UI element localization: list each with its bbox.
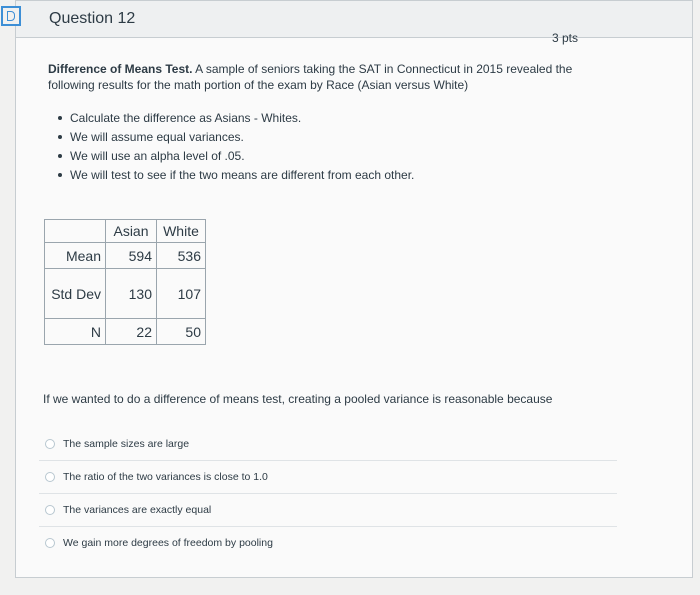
table-header-asian: Asian xyxy=(106,220,157,243)
intro-bold-label: Difference of Means Test. xyxy=(48,62,193,76)
answer-list xyxy=(39,428,617,559)
answer-option[interactable] xyxy=(39,527,617,559)
radio-button[interactable] xyxy=(45,439,55,449)
instruction-item: We will test to see if the two means are different from each other. xyxy=(56,166,414,185)
table-header-empty xyxy=(45,220,106,243)
answer-option[interactable] xyxy=(39,494,617,527)
answer-label[interactable]: The variances are exactly equal xyxy=(63,504,212,516)
question-intro xyxy=(48,61,588,93)
cell-white: 50 xyxy=(157,319,206,345)
radio-button[interactable] xyxy=(45,538,55,548)
table-header-row xyxy=(45,220,206,243)
instruction-list xyxy=(56,109,414,185)
cell-white: 536 xyxy=(157,243,206,269)
cell-asian: 22 xyxy=(106,319,157,345)
table-row xyxy=(45,319,206,345)
question-card xyxy=(15,0,693,578)
answer-label[interactable]: We gain more degrees of freedom by pooling xyxy=(63,537,273,549)
cell-asian: 594 xyxy=(106,243,157,269)
question-points: 3 pts xyxy=(551,31,578,45)
question-prompt: If we wanted to do a difference of means test, creating a pooled variance is reasonable because xyxy=(43,392,553,406)
cell-white: 107 xyxy=(157,269,206,319)
answer-option[interactable] xyxy=(39,428,617,461)
intro-text: A sample of seniors taking the SAT in Connecticut in 2015 revealed the following results for the math portion of the exam by Race (Asian versus White) xyxy=(48,62,573,92)
answer-label[interactable]: The ratio of the two variances is close to 1.0 xyxy=(63,471,268,483)
radio-button[interactable] xyxy=(45,472,55,482)
question-title: Question 12 xyxy=(49,10,136,27)
flag-question-icon[interactable] xyxy=(1,6,21,26)
instruction-item: We will assume equal variances. xyxy=(56,128,414,147)
row-label: Mean xyxy=(45,243,106,269)
table-row xyxy=(45,243,206,269)
question-header xyxy=(16,1,692,38)
radio-button[interactable] xyxy=(45,505,55,515)
cell-asian: 130 xyxy=(106,269,157,319)
data-table xyxy=(44,219,206,345)
instruction-item: We will use an alpha level of .05. xyxy=(56,147,414,166)
instruction-item: Calculate the difference as Asians - Whites. xyxy=(56,109,414,128)
table-header-white: White xyxy=(157,220,206,243)
row-label: N xyxy=(45,319,106,345)
answer-option[interactable] xyxy=(39,461,617,494)
answer-label[interactable]: The sample sizes are large xyxy=(63,438,190,450)
row-label: Std Dev xyxy=(45,269,106,319)
table-row xyxy=(45,269,206,319)
